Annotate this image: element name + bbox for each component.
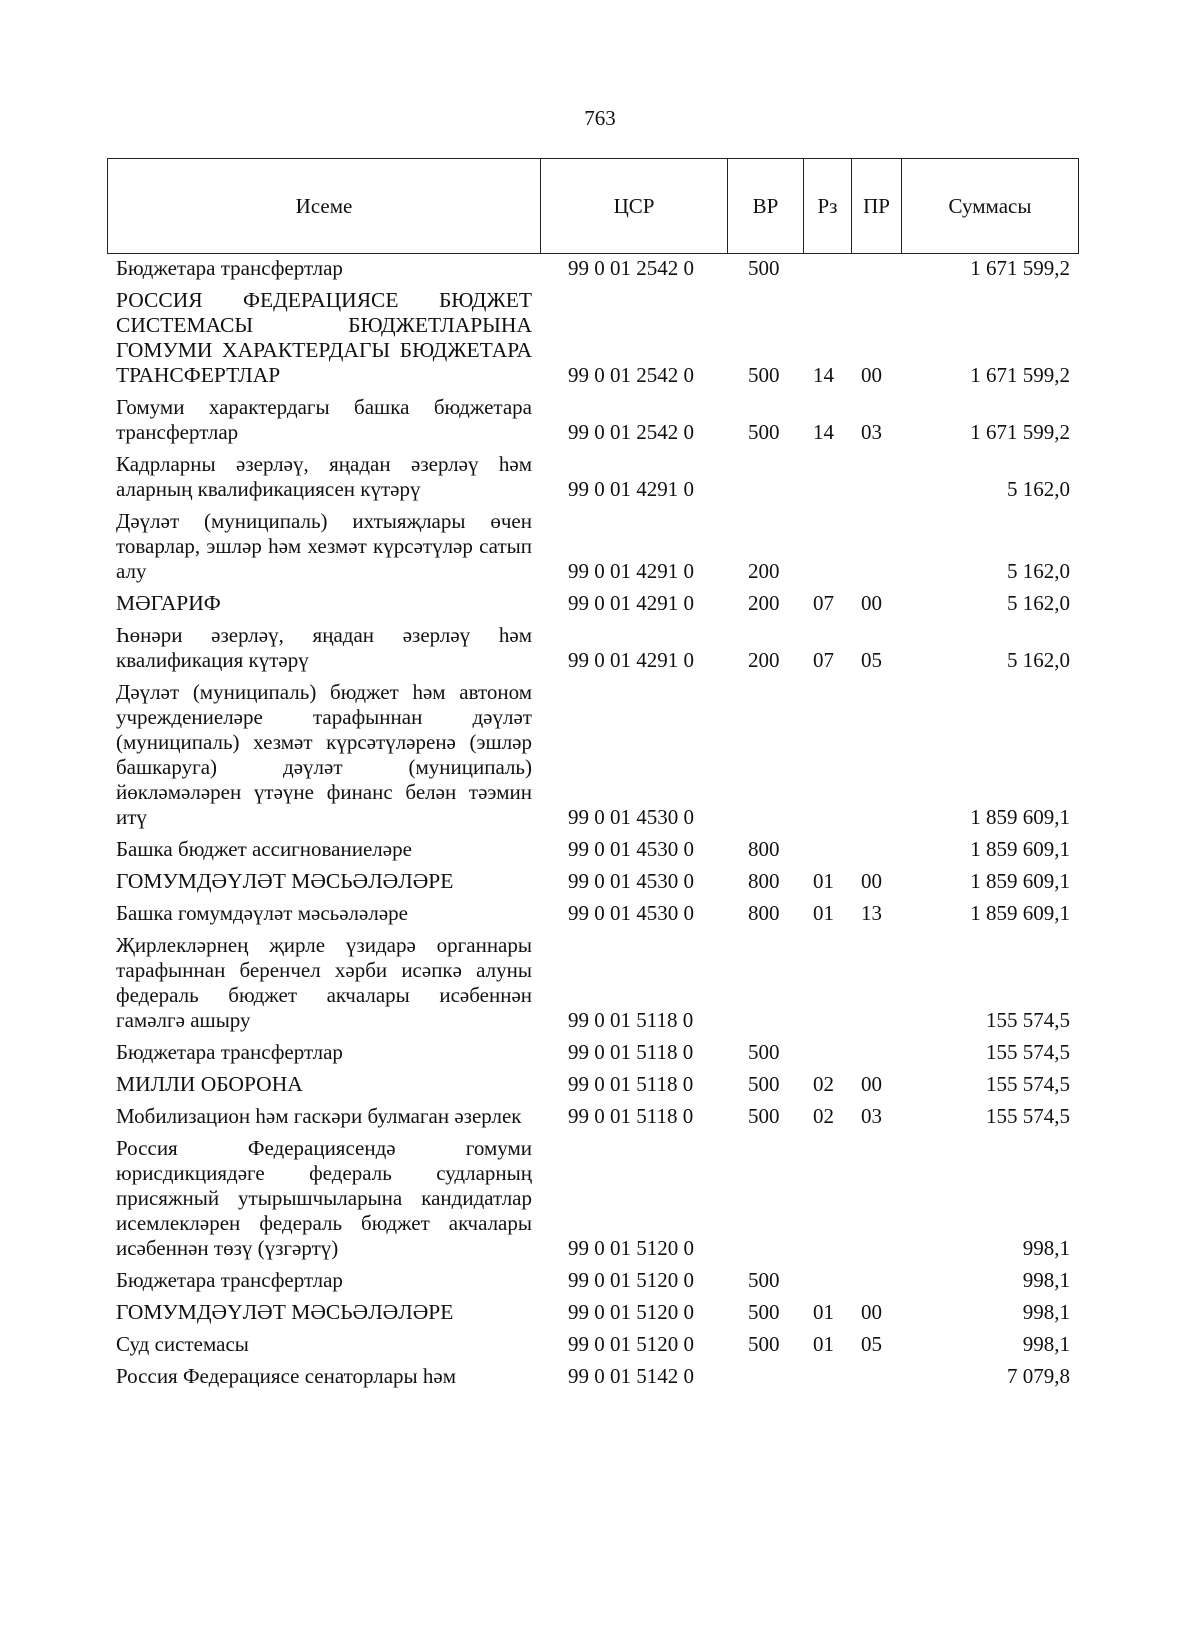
table-body — [0, 256, 1200, 1396]
row-csr: 99 0 01 5118 0 — [568, 1104, 694, 1128]
table-row — [0, 1040, 1200, 1065]
header-rz: Рз — [804, 159, 852, 253]
table-row — [0, 901, 1200, 926]
row-name: Мобилизацион һәм гаскәри булмаган әзерлек — [116, 1104, 522, 1128]
row-pr: 00 — [861, 591, 882, 615]
row-name: Россия Федерациясендә гомуми юрисдикциядәге федераль судларның присяжный утырышчыларына кандидатлар исемлекләрен федераль бюджет акчалары исәбеннән төзү (үзгәртү) — [116, 1136, 532, 1260]
row-sum: 998,1 — [1022, 1300, 1070, 1324]
row-vr: 500 — [748, 1300, 780, 1324]
row-name: ГОМУМДӘҮЛӘТ МӘСЬӘЛӘЛӘРЕ — [116, 1300, 454, 1324]
row-pr: 00 — [861, 869, 882, 893]
row-sum: 1 671 599,2 — [970, 363, 1070, 387]
row-rz: 14 — [813, 363, 834, 387]
header-name: Исеме — [108, 159, 541, 253]
table-row — [0, 869, 1200, 894]
row-sum: 155 574,5 — [986, 1072, 1070, 1096]
table-row — [0, 395, 1200, 445]
row-csr: 99 0 01 2542 0 — [568, 256, 694, 280]
row-name: Башка гомумдәүләт мәсьәләләре — [116, 901, 408, 925]
table-row — [0, 1268, 1200, 1293]
row-name: Гомуми характердагы башка бюджетара трансфертлар — [116, 395, 532, 444]
row-csr: 99 0 01 4530 0 — [568, 805, 694, 829]
header-vr: ВР — [728, 159, 804, 253]
header-csr: ЦСР — [541, 159, 728, 253]
row-pr: 00 — [861, 363, 882, 387]
row-rz: 01 — [813, 901, 834, 925]
row-csr: 99 0 01 4530 0 — [568, 869, 694, 893]
row-vr: 500 — [748, 256, 780, 280]
row-sum: 1 671 599,2 — [970, 420, 1070, 444]
table-row — [0, 509, 1200, 584]
row-csr: 99 0 01 2542 0 — [568, 420, 694, 444]
row-name: Һөнәри әзерләү, яңадан әзерләү һәм квалификация күтәрү — [116, 623, 532, 672]
row-sum: 155 574,5 — [986, 1040, 1070, 1064]
row-csr: 99 0 01 5120 0 — [568, 1300, 694, 1324]
row-vr: 500 — [748, 363, 780, 387]
row-pr: 05 — [861, 648, 882, 672]
header-sum: Суммасы — [948, 193, 1032, 218]
row-sum: 1 859 609,1 — [970, 901, 1070, 925]
row-sum: 1 859 609,1 — [970, 805, 1070, 829]
row-name: Россия Федерациясе сенаторлары һәм — [116, 1364, 457, 1388]
row-vr: 500 — [748, 1268, 780, 1292]
table-row — [0, 1332, 1200, 1357]
row-sum: 7 079,8 — [1007, 1364, 1070, 1388]
row-rz: 14 — [813, 420, 834, 444]
row-name: Дәүләт (муниципаль) бюджет һәм автоном учреждениеләре тарафыннан дәүләт (муниципаль) хезмәт күрсәтүләренә (эшләр башкаруга) дәүләт (муниципаль) йөкләмәләрен үтәүне финанс белән тәэмин итү — [116, 680, 532, 829]
table-row — [0, 591, 1200, 616]
row-name: МӘГАРИФ — [116, 591, 221, 615]
row-name: Башка бюджет ассигнованиеләре — [116, 837, 412, 861]
row-sum: 1 859 609,1 — [970, 869, 1070, 893]
row-name: Бюджетара трансфертлар — [116, 1040, 343, 1064]
row-vr: 200 — [748, 559, 780, 583]
table-row — [0, 1364, 1200, 1389]
row-sum: 5 162,0 — [1007, 591, 1070, 615]
row-name: Суд системасы — [116, 1332, 249, 1356]
table-row — [0, 623, 1200, 673]
row-sum: 998,1 — [1022, 1268, 1070, 1292]
row-rz: 01 — [813, 1300, 834, 1324]
row-csr: 99 0 01 4291 0 — [568, 477, 694, 501]
row-name: РОССИЯ ФЕДЕРАЦИЯСЕ БЮДЖЕТ СИСТЕМАСЫ БЮДЖЕТЛАРЫНА ГОМУМИ ХАРАКТЕРДАГЫ БЮДЖЕТАРА ТРАНСФЕРТЛАР — [116, 288, 532, 387]
row-pr: 13 — [861, 901, 882, 925]
table-row — [0, 680, 1200, 830]
row-sum: 155 574,5 — [986, 1104, 1070, 1128]
row-vr: 500 — [748, 1332, 780, 1356]
table-row — [0, 1072, 1200, 1097]
row-csr: 99 0 01 5118 0 — [568, 1072, 694, 1096]
table-row — [0, 837, 1200, 862]
row-csr: 99 0 01 5118 0 — [568, 1008, 694, 1032]
row-vr: 500 — [748, 1104, 780, 1128]
row-rz: 02 — [813, 1104, 834, 1128]
row-sum: 5 162,0 — [1007, 648, 1070, 672]
row-rz: 07 — [813, 648, 834, 672]
row-csr: 99 0 01 4291 0 — [568, 591, 694, 615]
row-vr: 800 — [748, 837, 780, 861]
row-vr: 800 — [748, 869, 780, 893]
row-vr: 500 — [748, 420, 780, 444]
row-name: Бюджетара трансфертлар — [116, 256, 343, 280]
row-sum: 5 162,0 — [1007, 477, 1070, 501]
row-csr: 99 0 01 5120 0 — [568, 1236, 694, 1260]
table-row — [0, 256, 1200, 281]
row-sum: 1 671 599,2 — [970, 256, 1070, 280]
row-sum: 155 574,5 — [986, 1008, 1070, 1032]
row-sum: 5 162,0 — [1007, 559, 1070, 583]
row-name: Җирлекләрнең җирле үзидарә органнары тарафыннан беренчел хәрби исәпкә алуны федераль бюджет акчалары исәбеннән гамәлгә ашыру — [116, 933, 532, 1032]
page-number: 763 — [584, 106, 616, 130]
header-pr: ПР — [852, 159, 902, 253]
table-row — [0, 1104, 1200, 1129]
row-name: Бюджетара трансфертлар — [116, 1268, 343, 1292]
row-pr: 03 — [861, 1104, 882, 1128]
row-name: ГОМУМДӘҮЛӘТ МӘСЬӘЛӘЛӘРЕ — [116, 869, 454, 893]
row-rz: 02 — [813, 1072, 834, 1096]
row-csr: 99 0 01 4530 0 — [568, 837, 694, 861]
row-pr: 00 — [861, 1072, 882, 1096]
row-sum: 998,1 — [1022, 1332, 1070, 1356]
table-row — [0, 452, 1200, 502]
row-pr: 00 — [861, 1300, 882, 1324]
table-row — [0, 1136, 1200, 1261]
row-csr: 99 0 01 4291 0 — [568, 559, 694, 583]
row-rz: 01 — [813, 869, 834, 893]
table-row — [0, 288, 1200, 388]
row-csr: 99 0 01 4291 0 — [568, 648, 694, 672]
table-row — [0, 1300, 1200, 1325]
row-vr: 500 — [748, 1072, 780, 1096]
row-vr: 800 — [748, 901, 780, 925]
row-csr: 99 0 01 5120 0 — [568, 1268, 694, 1292]
row-vr: 500 — [748, 1040, 780, 1064]
row-vr: 200 — [748, 648, 780, 672]
row-name: Дәүләт (муниципаль) ихтыяҗлары өчен товарлар, эшләр һәм хезмәт күрсәтүләр сатып алу — [116, 509, 532, 583]
row-csr: 99 0 01 5142 0 — [568, 1364, 694, 1388]
row-sum: 998,1 — [1022, 1236, 1070, 1260]
row-name: МИЛЛИ ОБОРОНА — [116, 1072, 303, 1096]
row-csr: 99 0 01 4530 0 — [568, 901, 694, 925]
row-pr: 03 — [861, 420, 882, 444]
row-csr: 99 0 01 2542 0 — [568, 363, 694, 387]
row-csr: 99 0 01 5118 0 — [568, 1040, 694, 1064]
row-rz: 07 — [813, 591, 834, 615]
row-name: Кадрларны әзерләү, яңадан әзерләү һәм аларның квалификациясен күтәрү — [116, 452, 532, 501]
row-pr: 05 — [861, 1332, 882, 1356]
table-row — [0, 933, 1200, 1033]
table-header — [107, 158, 1079, 254]
row-vr: 200 — [748, 591, 780, 615]
row-sum: 1 859 609,1 — [970, 837, 1070, 861]
row-csr: 99 0 01 5120 0 — [568, 1332, 694, 1356]
row-rz: 01 — [813, 1332, 834, 1356]
